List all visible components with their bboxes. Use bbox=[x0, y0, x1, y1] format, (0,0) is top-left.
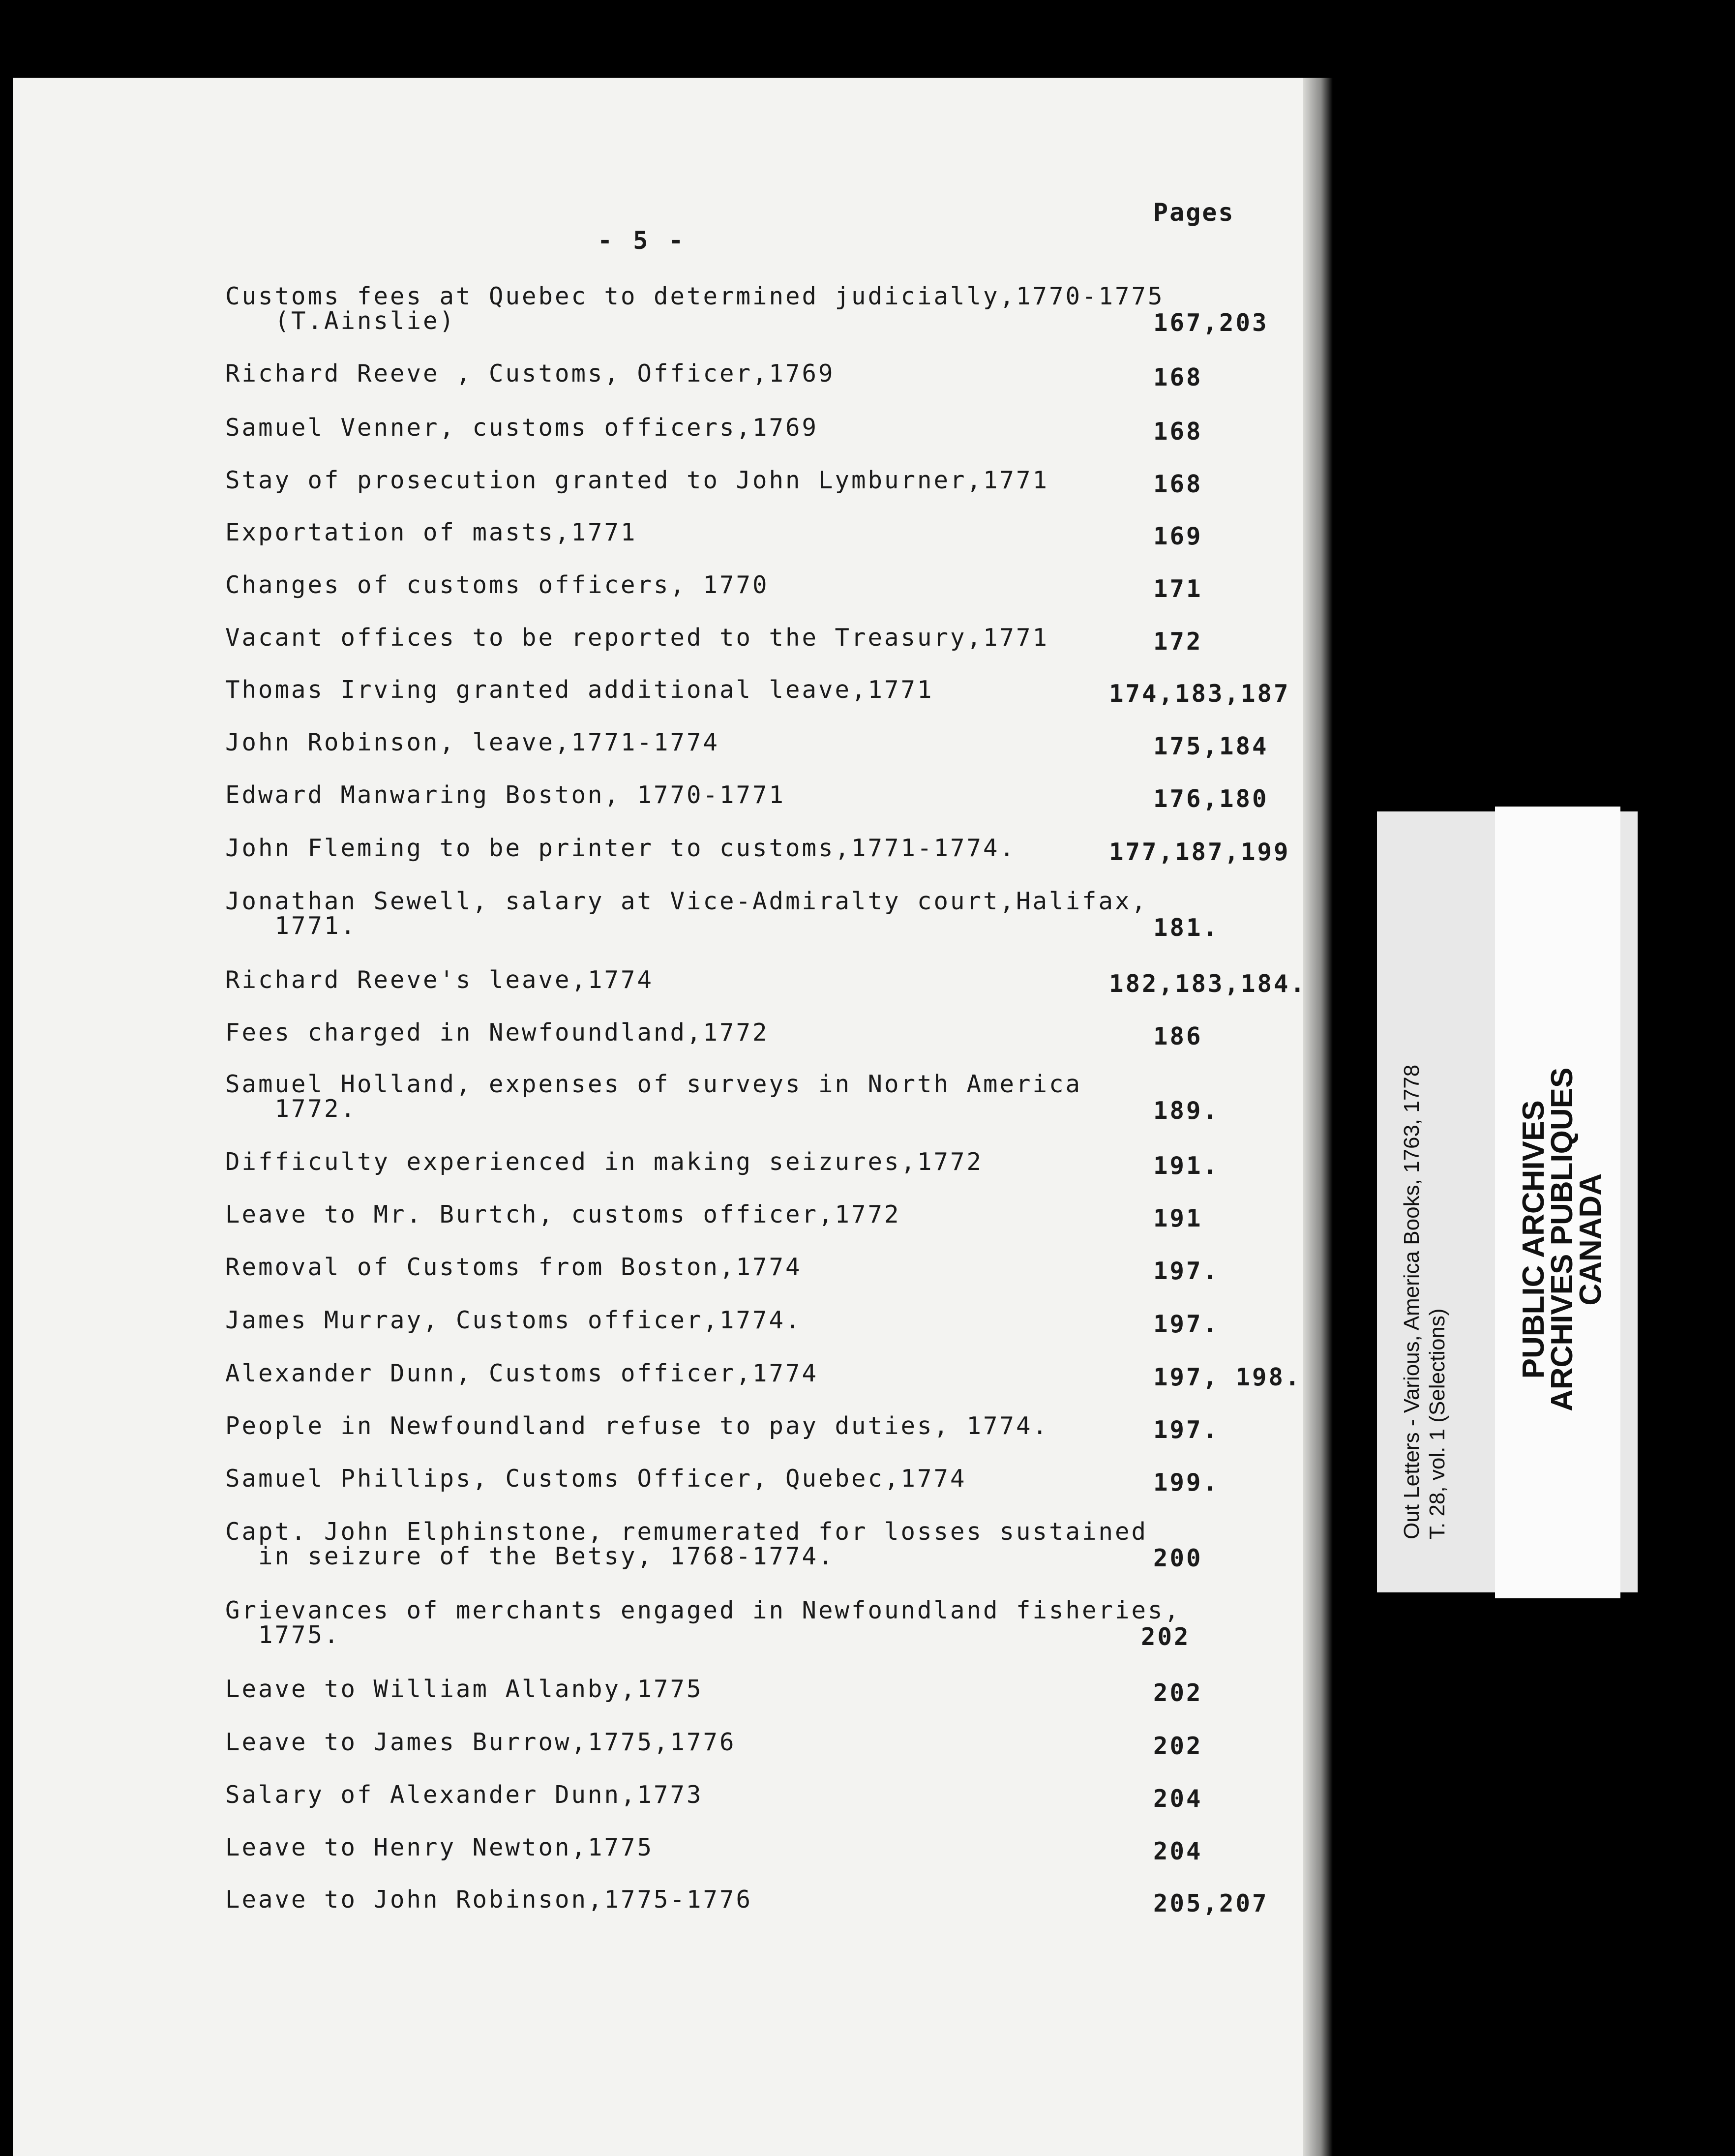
entry-description: Salary of Alexander Dunn,1773 bbox=[225, 1781, 703, 1809]
entry-pages: 177,187,199 bbox=[1109, 838, 1290, 866]
entry-description: James Murray, Customs officer,1774. bbox=[225, 1306, 802, 1334]
index-entry bbox=[225, 1412, 1307, 1444]
entry-pages: 176,180 bbox=[1153, 785, 1269, 813]
index-entry bbox=[225, 466, 1307, 498]
entry-description: Leave to William Allanby,1775 bbox=[225, 1675, 703, 1703]
index-entry bbox=[225, 1833, 1307, 1865]
index-entry bbox=[225, 834, 1307, 866]
index-entry bbox=[225, 1148, 1307, 1180]
entry-pages: 168 bbox=[1153, 470, 1203, 498]
entry-pages: 205,207 bbox=[1153, 1889, 1269, 1917]
index-entry bbox=[225, 624, 1307, 656]
entry-description: Richard Reeve , Customs, Officer,1769 bbox=[225, 359, 835, 388]
pages-column-header: Pages bbox=[1153, 198, 1235, 227]
institution-country: CANADA bbox=[1574, 1173, 1608, 1306]
entry-description: Removal of Customs from Boston,1774 bbox=[225, 1253, 802, 1281]
entry-description: Leave to Mr. Burtch, customs officer,1772 bbox=[225, 1200, 901, 1228]
entry-pages: 168 bbox=[1153, 418, 1203, 446]
entry-pages: 171 bbox=[1153, 575, 1203, 603]
entry-description: John Robinson, leave,1771-1774 bbox=[225, 728, 720, 756]
entry-description: Leave to James Burrow,1775,1776 bbox=[225, 1728, 736, 1756]
page-number: - 5 - bbox=[598, 226, 687, 255]
entry-pages: 169 bbox=[1153, 522, 1203, 550]
entry-description: Leave to Henry Newton,1775 bbox=[225, 1833, 654, 1861]
index-entry bbox=[225, 1781, 1307, 1813]
index-entry bbox=[225, 1306, 1307, 1338]
index-entry bbox=[225, 1518, 1307, 1572]
index-entry bbox=[225, 1465, 1307, 1497]
entry-description: Stay of prosecution granted to John Lymburner,1771 bbox=[225, 466, 1049, 494]
entry-description: John Fleming to be printer to customs,1771-1774. bbox=[225, 834, 1017, 862]
entry-description: Customs fees at Quebec to determined judicially,1770-1775 (T.Ainslie) bbox=[225, 282, 1165, 335]
index-entry bbox=[225, 414, 1307, 446]
index-entry bbox=[225, 1018, 1307, 1050]
index-entry bbox=[225, 282, 1307, 337]
entry-description: Edward Manwaring Boston, 1770-1771 bbox=[225, 781, 786, 809]
entry-description: Samuel Holland, expenses of surveys in North America 1772. bbox=[225, 1070, 1082, 1123]
index-entry bbox=[225, 1070, 1307, 1125]
entry-pages: 202 bbox=[1141, 1623, 1191, 1651]
entry-pages: 181. bbox=[1153, 914, 1220, 942]
index-entry bbox=[225, 1200, 1307, 1232]
entry-pages: 174,183,187 bbox=[1109, 680, 1290, 708]
index-entry bbox=[225, 1359, 1307, 1391]
entry-pages: 182,183,184. bbox=[1109, 970, 1307, 998]
entry-pages: 172 bbox=[1153, 628, 1203, 656]
index-entry bbox=[225, 1253, 1307, 1285]
entry-description: Changes of customs officers, 1770 bbox=[225, 571, 769, 599]
entry-pages: 199. bbox=[1153, 1468, 1220, 1497]
entry-description: Alexander Dunn, Customs officer,1774 bbox=[225, 1359, 819, 1387]
archive-institution-label bbox=[1517, 1067, 1608, 1411]
entry-description: Samuel Phillips, Customs Officer, Quebec,1774 bbox=[225, 1465, 967, 1493]
entry-description: Jonathan Sewell, salary at Vice-Admiralty court,Halifax, 1771. bbox=[225, 887, 1148, 940]
entry-pages: 202 bbox=[1153, 1679, 1203, 1707]
index-entry bbox=[225, 1728, 1307, 1760]
entry-pages: 191 bbox=[1153, 1204, 1203, 1232]
index-entry bbox=[225, 571, 1307, 603]
entry-pages: 189. bbox=[1153, 1097, 1220, 1125]
entry-pages: 186 bbox=[1153, 1022, 1203, 1050]
entry-pages: 197, 198. bbox=[1153, 1363, 1302, 1391]
entry-pages: 202 bbox=[1153, 1732, 1203, 1760]
entry-description: Leave to John Robinson,1775-1776 bbox=[225, 1886, 753, 1914]
entry-description: Thomas Irving granted additional leave,1771 bbox=[225, 676, 934, 704]
entry-pages: 197. bbox=[1153, 1416, 1220, 1444]
index-entry bbox=[225, 887, 1307, 942]
index-entry bbox=[225, 1886, 1307, 1917]
index-entry bbox=[225, 781, 1307, 813]
index-entry bbox=[225, 359, 1307, 391]
entry-description: Capt. John Elphinstone, remumerated for losses sustained in seizure of the Betsy, 1768-1774. bbox=[225, 1518, 1148, 1570]
index-entry bbox=[225, 1596, 1307, 1651]
entry-description: Samuel Venner, customs officers,1769 bbox=[225, 414, 819, 442]
entry-pages: 204 bbox=[1153, 1837, 1203, 1865]
entry-description: Grievances of merchants engaged in Newfoundland fisheries, 1775. bbox=[225, 1596, 1181, 1649]
series-title: Out Letters - Various, America Books, 1763, 1778 bbox=[1400, 1064, 1424, 1539]
index-entry bbox=[225, 728, 1307, 760]
entry-description: Difficulty experienced in making seizures,1772 bbox=[225, 1148, 984, 1176]
entry-pages: 168 bbox=[1153, 363, 1203, 391]
entry-description: People in Newfoundland refuse to pay duties, 1774. bbox=[225, 1412, 1049, 1440]
institution-name-fr: ARCHIVES PUBLIQUES bbox=[1545, 1067, 1579, 1411]
index-entry bbox=[225, 966, 1307, 998]
entry-description: Exportation of masts,1771 bbox=[225, 518, 637, 546]
archive-series-label bbox=[1399, 1065, 1450, 1539]
series-volume: T. 28, vol. 1 (Selections) bbox=[1425, 1308, 1449, 1539]
index-entry bbox=[225, 1675, 1307, 1707]
entry-pages: 197. bbox=[1153, 1310, 1220, 1338]
entry-pages: 197. bbox=[1153, 1257, 1220, 1285]
entry-description: Vacant offices to be reported to the Treasury,1771 bbox=[225, 624, 1049, 652]
entry-description: Fees charged in Newfoundland,1772 bbox=[225, 1018, 769, 1047]
entry-pages: 175,184 bbox=[1153, 732, 1269, 760]
entry-pages: 204 bbox=[1153, 1785, 1203, 1813]
entry-pages: 200 bbox=[1153, 1544, 1203, 1572]
entry-description: Richard Reeve's leave,1774 bbox=[225, 966, 654, 994]
institution-name-en: PUBLIC ARCHIVES bbox=[1517, 1100, 1551, 1379]
entry-pages: 191. bbox=[1153, 1152, 1220, 1180]
index-entry bbox=[225, 518, 1307, 550]
entry-pages: 167,203 bbox=[1153, 309, 1269, 337]
index-entry bbox=[225, 676, 1307, 708]
